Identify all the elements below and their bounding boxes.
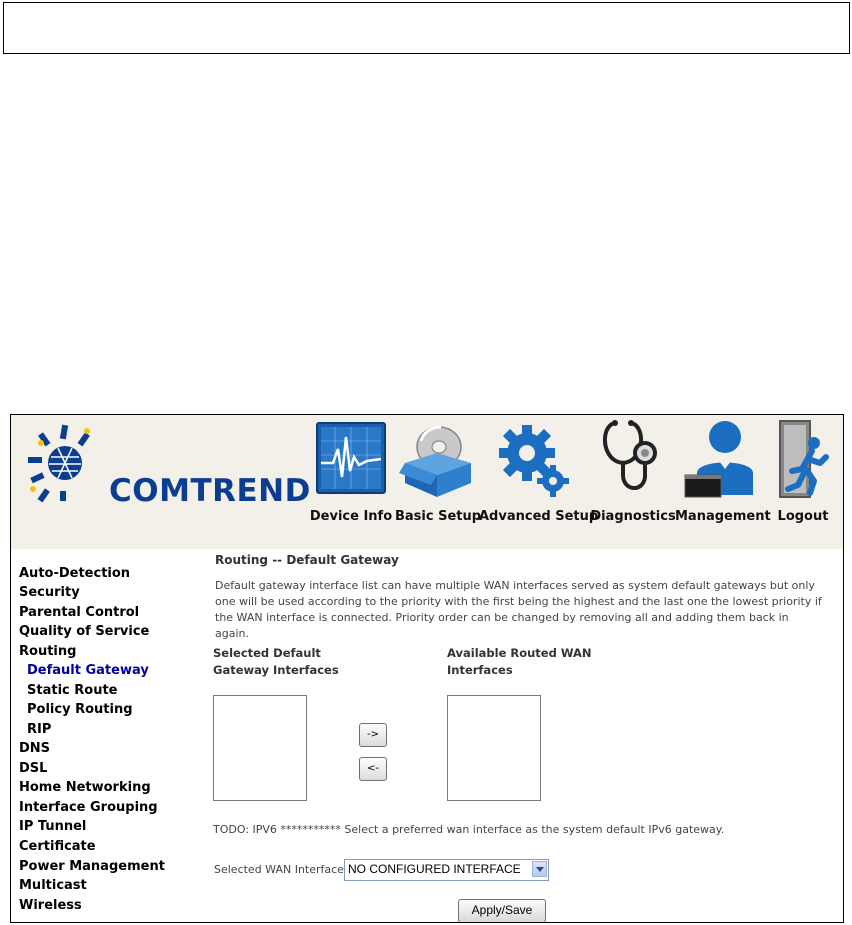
nav-label: Diagnostics — [590, 509, 676, 524]
available-label-line1: Available Routed WAN — [447, 646, 592, 660]
selected-interfaces-list[interactable] — [213, 695, 307, 801]
selected-label-line1: Selected Default — [213, 646, 321, 660]
sidebar-item-security[interactable]: Security — [19, 585, 80, 600]
comtrend-logo — [25, 419, 311, 519]
wan-interface-label: Selected WAN Interface — [214, 863, 344, 876]
logout-icon — [768, 419, 838, 499]
available-label-line2: Interfaces — [447, 663, 513, 677]
wan-interface-select[interactable] — [344, 859, 549, 881]
header — [11, 415, 843, 549]
device-info-icon — [311, 419, 391, 499]
logo-emblem-icon — [25, 419, 105, 519]
sidebar-item-power-management[interactable]: Power Management — [19, 859, 165, 874]
available-interfaces-label — [447, 645, 592, 679]
sidebar-item-policy-routing[interactable]: Policy Routing — [27, 702, 133, 717]
ipv6-todo-text: TODO: IPV6 *********** Select a preferred wan interface as the system default IPv6 gateway. — [213, 823, 725, 836]
remove-interface-button[interactable]: <- — [359, 757, 387, 781]
nav-logout[interactable] — [765, 419, 841, 524]
sidebar-item-routing[interactable]: Routing — [19, 644, 77, 659]
diagnostics-icon — [593, 419, 673, 499]
available-interfaces-list[interactable] — [447, 695, 541, 801]
page-title: Routing -- Default Gateway — [215, 553, 399, 567]
nav-label: Advanced Setup — [479, 509, 599, 524]
brand-name: COMTREND — [109, 473, 311, 509]
sidebar-item-ip-tunnel[interactable]: IP Tunnel — [19, 819, 87, 834]
sidebar-item-wireless[interactable]: Wireless — [19, 898, 82, 913]
router-window — [10, 414, 844, 923]
sidebar-item-parental-control[interactable]: Parental Control — [19, 605, 140, 620]
advanced-setup-icon — [493, 419, 573, 499]
sidebar-item-rip[interactable]: RIP — [27, 722, 52, 737]
nav-label: Logout — [777, 509, 829, 524]
nav-label: Basic Setup — [395, 509, 482, 524]
wan-interface-value: NO CONFIGURED INTERFACE — [348, 862, 521, 876]
sidebar-item-dsl[interactable]: DSL — [19, 761, 48, 776]
nav-basic-setup[interactable] — [395, 419, 482, 524]
sidebar-item-auto-detection[interactable]: Auto-Detection — [19, 566, 131, 581]
main-content — [168, 549, 843, 922]
nav-management[interactable] — [675, 419, 771, 524]
sidebar-item-multicast[interactable]: Multicast — [19, 878, 87, 893]
selected-interfaces-label — [213, 645, 339, 679]
page-description: Default gateway interface list can have multiple WAN interfaces served as system default gateways but only one will be used according to the priority with the first being the highest and the last one the lowest priority if the WAN interface is connected. Priority order can be changed by removing all and adding them back in again. — [215, 579, 822, 640]
nav-device-info[interactable] — [307, 419, 395, 524]
nav-label: Management — [675, 509, 771, 524]
sidebar-item-interface-grouping[interactable]: Interface Grouping — [19, 800, 158, 815]
sidebar-item-home-networking[interactable]: Home Networking — [19, 780, 151, 795]
sidebar-item-certificate[interactable]: Certificate — [19, 839, 96, 854]
sidebar-item-dns[interactable]: DNS — [19, 741, 51, 756]
top-blank-box — [3, 2, 850, 54]
sidebar-item-default-gateway[interactable]: Default Gateway — [27, 663, 149, 678]
nav-diagnostics[interactable] — [589, 419, 677, 524]
sidebar-item-static-route[interactable]: Static Route — [27, 683, 118, 698]
basic-setup-icon — [397, 419, 477, 499]
management-icon — [679, 419, 759, 499]
nav-label: Device Info — [309, 509, 393, 524]
chevron-down-icon[interactable] — [532, 861, 547, 877]
nav-advanced-setup[interactable] — [479, 419, 599, 524]
add-interface-button[interactable]: -> — [359, 723, 387, 747]
sidebar — [11, 549, 168, 922]
apply-save-button[interactable]: Apply/Save — [458, 899, 546, 923]
sidebar-item-quality-of-service[interactable]: Quality of Service — [19, 624, 150, 639]
selected-label-line2: Gateway Interfaces — [213, 663, 339, 677]
